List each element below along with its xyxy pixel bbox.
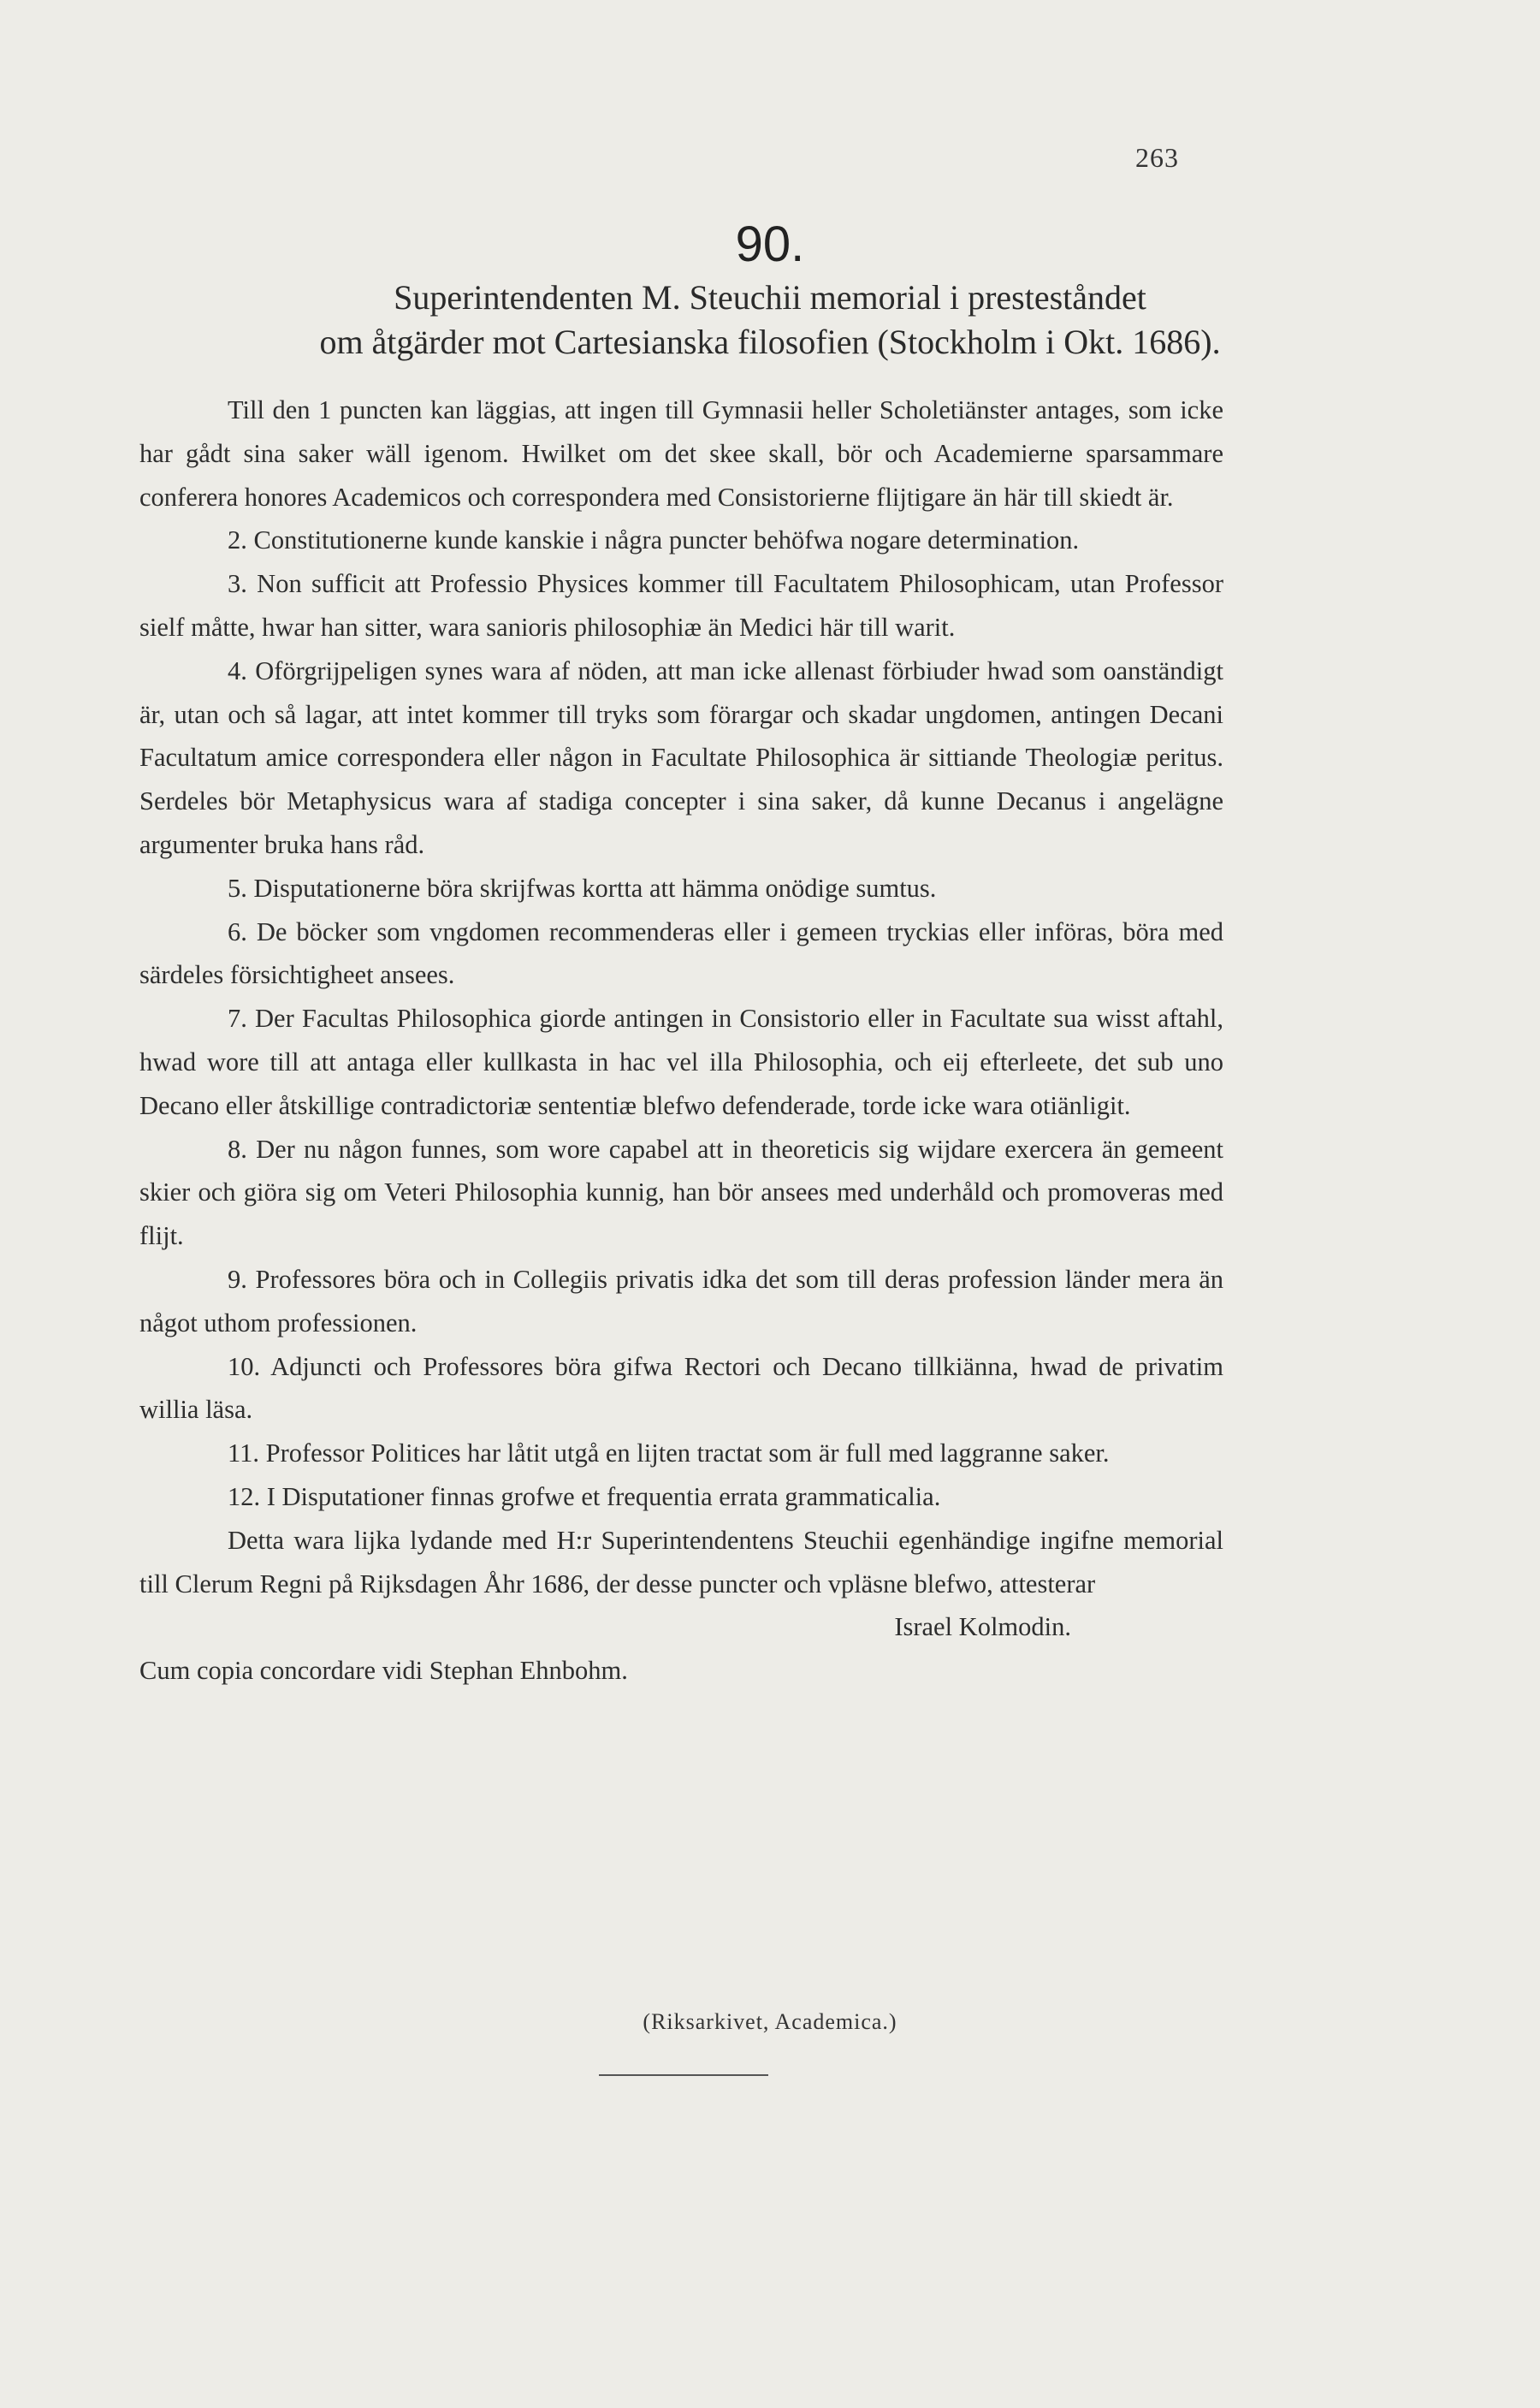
document-body xyxy=(139,388,1223,1693)
document-title xyxy=(0,276,1540,365)
attestation-paragraph: Detta wara lijka lydande med H:r Superintendentens Steuchii egenhändige ingifne memorial till Clerum Regni på Rijksdagen Åhr 1686, der desse puncter och vpläsne blefwo, attesterar xyxy=(139,1525,1223,1598)
divider-rule xyxy=(599,2074,768,2076)
source-note: (Riksarkivet, Academica.) xyxy=(643,2009,897,2034)
paragraph-1: Till den 1 puncten kan läggias, att ingen till Gymnasii heller Scholetiänster antages, som icke har gådt sina saker wäll igenom. Hwilket om det skee skall, bör och Academierne sparsammare conferera honores Academicos och correspondera med Consistorierne flijtigare än här till skiedt är. xyxy=(139,395,1223,512)
paragraph-10: 10. Adjuncti och Professores böra gifwa Rectori och Decano tillkiänna, hwad de privatim willia läsa. xyxy=(139,1351,1223,1425)
paragraph-12: 12. I Disputationer finnas grofwe et frequentia errata grammaticalia. xyxy=(228,1481,941,1511)
signature: Israel Kolmodin. xyxy=(894,1612,1071,1642)
paragraph-7: 7. Der Facultas Philosophica giorde antingen in Consistorio eller in Facultate sua wisst aftahl, hwad wore till att antaga eller kullkasta in hac vel illa Philosophia, och eij efterleete, det sub uno Decano eller åtskillige contradictoriæ sententiæ blefwo defenderade, torde icke wara otiänligit. xyxy=(139,1004,1223,1120)
paragraph-5: 5. Disputationerne böra skrijfwas kortta att hämma onödige sumtus. xyxy=(228,873,937,903)
paragraph-8: 8. Der nu någon funnes, som wore capabel att in theoreticis sig wijdare exercera än gemeent skier och giöra sig om Veteri Philosophia kunnig, han bör ansees med underhåld och promoveras med flijt. xyxy=(139,1134,1223,1251)
title-line-1: Superintendenten M. Steuchii memorial i presteståndet xyxy=(394,278,1146,317)
page-number: 263 xyxy=(1135,142,1179,173)
paragraph-11: 11. Professor Politices har låtit utgå en lijten tractat som är full med laggranne saker. xyxy=(228,1438,1110,1468)
paragraph-2: 2. Constitutionerne kunde kanskie i några puncter behöfwa nogare determination. xyxy=(228,525,1080,555)
copia-note: Cum copia concordare vidi Stephan Ehnbohm. xyxy=(139,1656,628,1686)
title-line-2: om åtgärder mot Cartesianska filosofien (Stockholm i Okt. 1686). xyxy=(319,323,1221,361)
paragraph-9: 9. Professores böra och in Collegiis privatis idka det som till deras profession länder mera än något uthom professionen. xyxy=(139,1264,1223,1337)
paragraph-4: 4. Oförgrijpeligen synes wara af nöden, att man icke allenast förbiuder hwad som oanständigt är, utan och så lagar, att intet kommer till tryks som förargar och skadar ungdomen, antingen Decani Facultatum amice correspondera eller någon in Facultate Philosophica är sittiande Theologiæ peritus. Serdeles bör Metaphysicus wara af stadiga concepter i sina saker, då kunne Decanus i angelägne argumenter bruka hans råd. xyxy=(139,655,1223,859)
paragraph-6: 6. De böcker som vngdomen recommenderas eller i gemeen tryckias eller införas, böra med särdeles försichtigheet ansees. xyxy=(139,916,1223,990)
paragraph-3: 3. Non sufficit att Professio Physices kommer till Facultatem Philosophicam, utan Professor sielf måtte, hwar han sitter, wara sanioris philosophiæ än Medici här till warit. xyxy=(139,569,1223,642)
document-number: 90. xyxy=(735,216,805,272)
